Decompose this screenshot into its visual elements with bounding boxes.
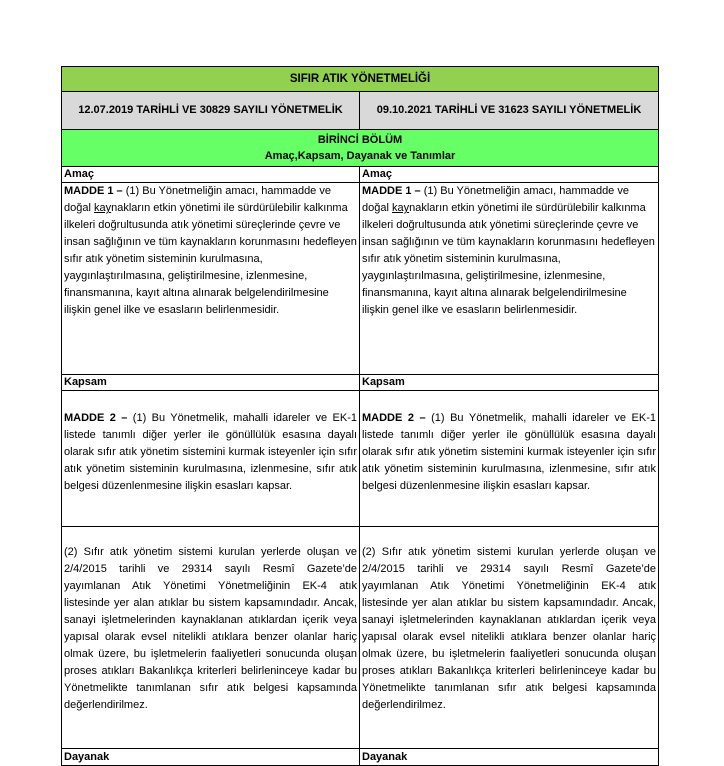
madde2-label: MADDE 2 –	[64, 412, 128, 424]
section-subtitle: Amaç,Kapsam, Dayanak ve Tanımlar	[264, 150, 456, 162]
kapsam-heading-right: Kapsam	[360, 375, 659, 391]
dayanak-heading-left: Dayanak	[62, 749, 360, 766]
kapsam-heading-row	[62, 375, 659, 391]
section-row	[62, 130, 659, 167]
title-row	[62, 67, 659, 92]
madde2-row	[62, 391, 659, 527]
madde1-text-a: (1) Bu Yönetmeliğin amacı, hammadde ve doğal	[362, 185, 629, 214]
regulation-comparison-table	[61, 66, 659, 766]
new-regulation-header: 09.10.2021 TARİHLİ VE 31623 SAYILI YÖNETMELİK	[360, 92, 659, 130]
madde1-text-a: (1) Bu Yönetmeliğin amacı, hammadde ve doğal	[64, 185, 331, 214]
old-regulation-header: 12.07.2019 TARİHLİ VE 30829 SAYILI YÖNETMELİK	[62, 92, 360, 130]
dayanak-heading-row	[62, 749, 659, 766]
amac-heading-left: Amaç	[62, 167, 360, 183]
para2-left: (2) Sıfır atık yönetim sistemi kurulan yerlerde oluşan ve 2/4/2015 tarihli ve 29314 sayılı Resmî Gazete’de yayımlanan Atık Yönetimi Yönetmeliğinin EK-4 atık listesinde yer alan atıklar bu sistem kapsamındadır. Ancak, sanayi işletmelerinden kaynaklanan atıklardan içerik veya yapısal olarak evsel nitelikli atıklara benzer olanlar hariç olmak üzere, bu işletmelerin faaliyetleri sonucunda oluşan proses atıkları Bakanlıkça kriterleri belirleninceye kadar bu Yönetmelikte tanımlanan sıfır atık belgesi kapsamında değerlendirilmez.	[62, 527, 360, 749]
dayanak-heading-right: Dayanak	[360, 749, 659, 766]
madde1-left	[62, 183, 360, 375]
kapsam-heading-left: Kapsam	[62, 375, 360, 391]
madde1-label: MADDE 1 –	[64, 185, 123, 197]
madde2-right	[360, 391, 659, 527]
section-heading	[62, 130, 659, 167]
regulation-title: SIFIR ATIK YÖNETMELİĞİ	[62, 67, 659, 92]
madde2-para2-row	[62, 527, 659, 749]
madde2-left	[62, 391, 360, 527]
madde2-text: (1) Bu Yönetmelik, mahalli idareler ve EK-1 listede tanımlı diğer yerler ile gönüllülük esasına dayalı olarak sıfır atık yönetim sistemini kurmak isteyenler için sıfır atık yönetim sisteminin kurulmasına, izlenmesine, sıfır atık belgesi düzenlenmesine ilişkin esasları kapsar.	[362, 412, 657, 492]
madde1-row	[62, 183, 659, 375]
madde1-label: MADDE 1 –	[362, 185, 421, 197]
madde1-right	[360, 183, 659, 375]
amac-heading-row	[62, 167, 659, 183]
amac-heading-right: Amaç	[360, 167, 659, 183]
madde1-text-kay: kay	[93, 202, 112, 214]
column-header-row	[62, 92, 659, 130]
madde1-text-b: nakların etkin yönetimi ile sürdürülebilir kalkınma ilkeleri doğrultusunda atık yönetimi süreçlerinde çevre ve insan sağlığının ve tüm kaynakların korunmasını hedefleyen sıfır atık yönetim sisteminin kurulmasına, yaygınlaştırılmasına, geliştirilmesine, izlenmesine, finansmanına, kayıt altına alınarak belgelendirilmesine ilişkin genel ilke ve esasların belirlenmesidir.	[362, 202, 655, 316]
madde1-text-b: nakların etkin yönetimi ile sürdürülebilir kalkınma ilkeleri doğrultusunda atık yönetimi süreçlerinde çevre ve insan sağlığının ve tüm kaynakların korunmasını hedefleyen sıfır atık yönetim sisteminin kurulmasına, yaygınlaştırılmasına, geliştirilmesine, izlenmesine, finansmanına, kayıt altına alınarak belgelendirilmesine ilişkin genel ilke ve esasların belirlenmesidir.	[64, 202, 357, 316]
madde2-text: (1) Bu Yönetmelik, mahalli idareler ve EK-1 listede tanımlı diğer yerler ile gönüllülük esasına dayalı olarak sıfır atık yönetim sistemini kurmak isteyenler için sıfır atık yönetim sisteminin kurulmasına, izlenmesine, sıfır atık belgesi düzenlenmesine ilişkin esasları kapsar.	[64, 412, 358, 492]
madde2-label: MADDE 2 –	[362, 412, 426, 424]
para2-right: (2) Sıfır atık yönetim sistemi kurulan yerlerde oluşan ve 2/4/2015 tarihli ve 29314 sayılı Resmî Gazete’de yayımlanan Atık Yönetimi Yönetmeliğinin EK-4 atık listesinde yer alan atıklar bu sistem kapsamındadır. Ancak, sanayi işletmelerinden kaynaklanan atıklardan içerik veya yapısal olarak evsel nitelikli atıklara benzer olanlar hariç olmak üzere, bu işletmelerin faaliyetleri sonucunda oluşan proses atıkları Bakanlıkça kriterleri belirleninceye kadar bu Yönetmelikte tanımlanan sıfır atık belgesi kapsamında değerlendirilmez.	[360, 527, 659, 749]
section-number: BİRİNCİ BÖLÜM	[317, 134, 403, 146]
madde1-text-kay: kay	[391, 202, 410, 214]
